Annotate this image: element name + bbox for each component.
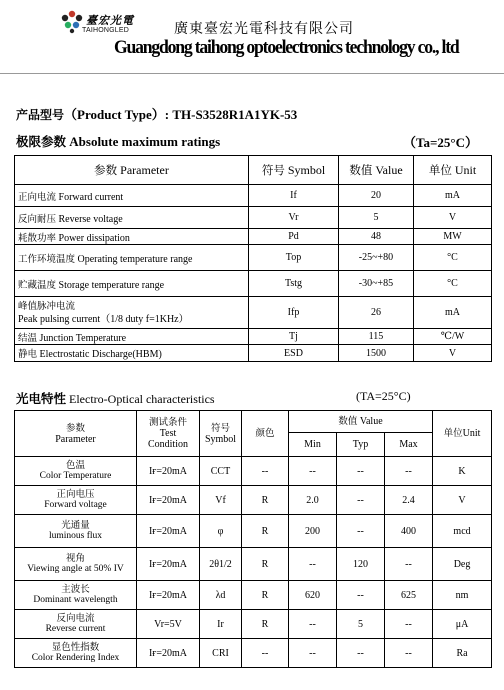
header-parameter: 参数 Parameter bbox=[15, 411, 137, 457]
unit-cell: Ra bbox=[433, 639, 492, 668]
condition-cell: Iғ=20mA bbox=[137, 581, 200, 610]
unit-cell: nm bbox=[433, 581, 492, 610]
header-value: 数值 Value bbox=[339, 156, 414, 185]
company-logo bbox=[60, 10, 160, 36]
table-row bbox=[15, 639, 492, 668]
eo-condition: (TA=25°C) bbox=[356, 389, 411, 403]
table-row bbox=[15, 329, 492, 345]
product-model: TH-S3528R1A1YK-53 bbox=[172, 107, 298, 122]
table-row bbox=[15, 581, 492, 610]
value-cell: 48 bbox=[339, 229, 414, 245]
logo-text-en: TAIHONGLED bbox=[82, 27, 129, 34]
symbol-cell: Tstg bbox=[249, 271, 339, 297]
header-max: Max bbox=[385, 433, 433, 457]
symbol-cell: Ir bbox=[200, 610, 242, 639]
unit-cell: V bbox=[433, 486, 492, 515]
symbol-cell: Pd bbox=[249, 229, 339, 245]
min-cell: 620 bbox=[289, 581, 337, 610]
company-name-cn: 廣東臺宏光電科技有限公司 bbox=[174, 21, 354, 37]
table-row bbox=[15, 457, 492, 486]
color-cell: R bbox=[242, 486, 289, 515]
typ-cell: -- bbox=[337, 457, 385, 486]
product-type-line bbox=[16, 104, 297, 123]
condition-cell: Vr=5V bbox=[137, 610, 200, 639]
typ-cell: 120 bbox=[337, 548, 385, 581]
symbol-cell: CCT bbox=[200, 457, 242, 486]
abs-max-title-cn: 极限参数 bbox=[16, 134, 67, 149]
symbol-cell: CRI bbox=[200, 639, 242, 668]
param-cell: 视角 Viewing angle at 50% IV bbox=[15, 548, 137, 581]
color-cell: R bbox=[242, 610, 289, 639]
header-unit: 单位 Unit bbox=[414, 156, 492, 185]
symbol-cell: If bbox=[249, 185, 339, 207]
product-type-label-en: （Product Type）: bbox=[64, 107, 170, 122]
unit-cell: V bbox=[414, 345, 492, 362]
min-cell: 2.0 bbox=[289, 486, 337, 515]
table-row bbox=[15, 245, 492, 271]
header-divider bbox=[0, 73, 504, 74]
header-symbol: 符号 Symbol bbox=[200, 411, 242, 457]
header-unit: 单位Unit bbox=[433, 411, 492, 457]
unit-cell: °C bbox=[414, 271, 492, 297]
value-cell: -25~+80 bbox=[339, 245, 414, 271]
param-cell: 显色性指数 Color Rendering Index bbox=[15, 639, 137, 668]
eo-title bbox=[16, 389, 215, 407]
table-row bbox=[15, 207, 492, 229]
min-cell: -- bbox=[289, 639, 337, 668]
table-header-row bbox=[15, 156, 492, 185]
value-cell: 115 bbox=[339, 329, 414, 345]
max-cell: 625 bbox=[385, 581, 433, 610]
unit-cell: K bbox=[433, 457, 492, 486]
max-cell: 2.4 bbox=[385, 486, 433, 515]
table-row bbox=[15, 486, 492, 515]
symbol-cell: Vr bbox=[249, 207, 339, 229]
unit-cell: Deg bbox=[433, 548, 492, 581]
unit-cell: μA bbox=[433, 610, 492, 639]
param-cell: 耗散功率 Power dissipation bbox=[15, 229, 249, 245]
table-row bbox=[15, 515, 492, 548]
symbol-cell: Tj bbox=[249, 329, 339, 345]
unit-cell: MW bbox=[414, 229, 492, 245]
typ-cell: 5 bbox=[337, 610, 385, 639]
table-row bbox=[15, 297, 492, 329]
abs-max-condition: （Ta=25°C） bbox=[403, 135, 478, 150]
header-parameter: 参数 Parameter bbox=[15, 156, 249, 185]
symbol-cell: λd bbox=[200, 581, 242, 610]
typ-cell: -- bbox=[337, 515, 385, 548]
param-cell: 反向电流 Reverse current bbox=[15, 610, 137, 639]
max-cell: -- bbox=[385, 639, 433, 668]
param-cell: 正向电压 Forward voltage bbox=[15, 486, 137, 515]
table-row bbox=[15, 271, 492, 297]
param-cell: 主波长 Dominant wavelength bbox=[15, 581, 137, 610]
header-symbol: 符号 Symbol bbox=[249, 156, 339, 185]
min-cell: -- bbox=[289, 457, 337, 486]
header-min: Min bbox=[289, 433, 337, 457]
unit-cell: V bbox=[414, 207, 492, 229]
typ-cell: -- bbox=[337, 581, 385, 610]
table-row bbox=[15, 610, 492, 639]
param-cell: 峰值脉冲电流 Peak pulsing current（1/8 duty f=1KHz） bbox=[15, 297, 249, 329]
symbol-cell: Top bbox=[249, 245, 339, 271]
color-cell: R bbox=[242, 581, 289, 610]
max-cell: -- bbox=[385, 548, 433, 581]
table-row bbox=[15, 548, 492, 581]
param-cell: 贮藏温度 Storage temperature range bbox=[15, 271, 249, 297]
min-cell: -- bbox=[289, 548, 337, 581]
table-row bbox=[15, 229, 492, 245]
color-cell: -- bbox=[242, 457, 289, 486]
param-cell: 结温 Junction Temperature bbox=[15, 329, 249, 345]
header-color: 颜色 bbox=[242, 411, 289, 457]
min-cell: 200 bbox=[289, 515, 337, 548]
param-cell: 正向电流 Forward current bbox=[15, 185, 249, 207]
color-cell: R bbox=[242, 515, 289, 548]
value-cell: 5 bbox=[339, 207, 414, 229]
table-header-row bbox=[15, 411, 492, 433]
eo-title-en: Electro-Optical characteristics bbox=[69, 392, 215, 406]
condition-cell: Iғ=20mA bbox=[137, 486, 200, 515]
param-cell: 色温 Color Temperature bbox=[15, 457, 137, 486]
color-cell: R bbox=[242, 548, 289, 581]
param-cell: 静电 Electrostatic Discharge(HBM) bbox=[15, 345, 249, 362]
param-cell: 反向耐压 Reverse voltage bbox=[15, 207, 249, 229]
param-cell: 工作环境温度 Operating temperature range bbox=[15, 245, 249, 271]
symbol-cell: Ifp bbox=[249, 297, 339, 329]
unit-cell: ℃/W bbox=[414, 329, 492, 345]
condition-cell: Iғ=20mA bbox=[137, 548, 200, 581]
header-value: 数值 Value bbox=[289, 411, 433, 433]
max-cell: 400 bbox=[385, 515, 433, 548]
abs-max-title-en: Absolute maximum ratings bbox=[69, 134, 221, 149]
eo-title-cn: 光电特性 bbox=[16, 391, 67, 406]
symbol-cell: ESD bbox=[249, 345, 339, 362]
unit-cell: °C bbox=[414, 245, 492, 271]
header-typ: Typ bbox=[337, 433, 385, 457]
table-row bbox=[15, 345, 492, 362]
symbol-cell: φ bbox=[200, 515, 242, 548]
value-cell: 20 bbox=[339, 185, 414, 207]
symbol-cell: 2θ1/2 bbox=[200, 548, 242, 581]
condition-cell: Iғ=20mA bbox=[137, 515, 200, 548]
unit-cell: mcd bbox=[433, 515, 492, 548]
symbol-cell: Vf bbox=[200, 486, 242, 515]
min-cell: -- bbox=[289, 610, 337, 639]
company-name-en: Guangdong taihong optoelectronics technology co., ltd bbox=[114, 37, 459, 58]
value-cell: -30~+85 bbox=[339, 271, 414, 297]
typ-cell: -- bbox=[337, 486, 385, 515]
eo-table bbox=[14, 410, 492, 668]
condition-cell: Iғ=20mA bbox=[137, 639, 200, 668]
logo-dots-icon bbox=[60, 10, 84, 34]
max-cell: -- bbox=[385, 610, 433, 639]
value-cell: 1500 bbox=[339, 345, 414, 362]
abs-max-table bbox=[14, 155, 492, 362]
typ-cell: -- bbox=[337, 639, 385, 668]
param-cell: 光通量 luminous flux bbox=[15, 515, 137, 548]
max-cell: -- bbox=[385, 457, 433, 486]
table-row bbox=[15, 185, 492, 207]
unit-cell: mA bbox=[414, 185, 492, 207]
value-cell: 26 bbox=[339, 297, 414, 329]
color-cell: -- bbox=[242, 639, 289, 668]
condition-cell: Iғ=20mA bbox=[137, 457, 200, 486]
unit-cell: mA bbox=[414, 297, 492, 329]
product-type-label-cn: 产品型号 bbox=[16, 108, 65, 122]
abs-max-title bbox=[16, 132, 220, 150]
logo-text-cn: 臺宏光電 bbox=[86, 14, 134, 27]
header-test-condition: 测试条件 Test Condition bbox=[137, 411, 200, 457]
